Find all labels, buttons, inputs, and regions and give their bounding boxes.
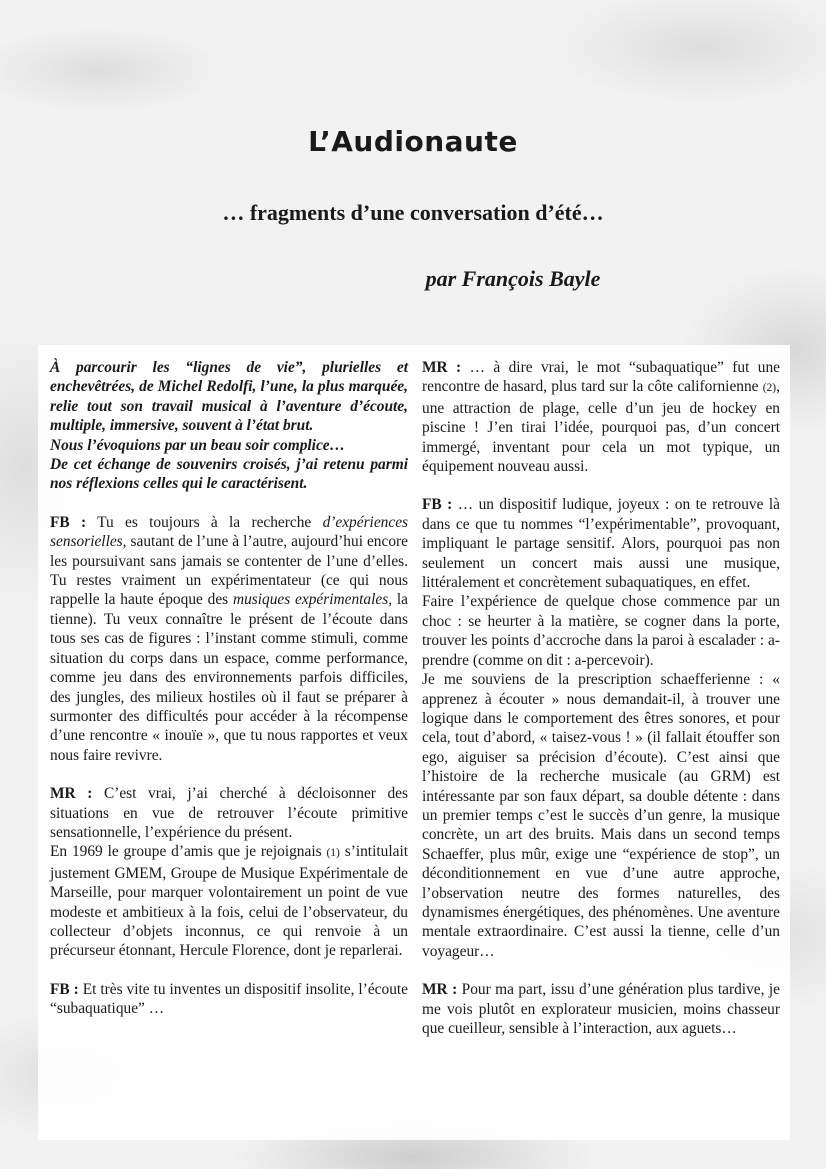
paragraph-text: Et très vite tu inventes un dispositif insolite, l’écoute “subaquatique” … [50,980,408,1018]
paragraph-text: Pour ma part, issu d’une génération plus tardive, je me vois plutôt en explorateur musicien, moins chasseur que cueilleur, sensible à l’interaction, aux aguets… [422,981,780,1037]
speaker-label: FB : [50,980,79,998]
paragraph-text: En 1969 le groupe d’amis que je rejoignais [50,843,327,861]
paragraph-text: Tu es toujours à la recherche [86,513,323,531]
speaker-label: MR : [422,359,462,376]
fb-paragraph-1 [50,513,408,765]
schaeffer-paragraph: Je me souviens de la prescription schaefferienne : « apprenez à écouter » nous demandait-il, à trouver une logique dans le comportement des êtres sonores, et pour cela, tout d’abord, « taisez-vous ! » (il fallait étouffer son ego, aiguiser sa précision d’écoute). C’est ainsi que l’histoire de la recherche musicale (au GRM) est intéressante par son faux départ, sa double détente : dans un premier temps c’est le succès d’un genre, la musique concrète, un art des bruits. Mais dans un second temps Schaeffer, plus mûr, exige une “expérience de stop”, un déconditionnement en vue d’une autre approche, l’observation neutre des formes naturelles, des dynamismes énergétiques, des phénomènes. Une aventure mentale extraordinaire. C’est aussi la tienne, celle d’un voyageur… [422,671,780,960]
paragraph-text: … un dispositif ludique, joyeux : on te retrouve là dans ce que tu nommes “l’expérimentable”, provoquant, impliquant le partage sensitif. Alors, pourquoi pas non seulement un concert mais aussi une musique, littéralement et concrètement subaquatiques, en effet. [422,496,781,592]
fb-paragraph-3 [422,495,780,592]
intro-line-2: Nous l’évoquions par un beau soir complice… [50,436,346,454]
speaker-label: FB : [422,496,453,514]
intro-line-3: De cet échange de souvenirs croisés, j’ai retenu parmi nos réflexions celles qui le caractérisent. [50,456,408,493]
fb-paragraph-2 [50,980,408,1019]
paragraph-text: sautant de l’une à l’autre, aujourd’hui encore les poursuivant sans jamais se contenter de l’une d’elles. Tu restes vraiment un expérimentateur (ce qui nous rappelle la haute époque des [50,533,408,609]
paragraph-text: la tienne). Tu veux connaître le présent de l’écoute dans tous ses cas de figures : l’instant comme stimuli, comme situation du corps dans un espace, comme performance, comme jeu dans des environnements parfois difficiles, des jungles, des milieux hostiles où il faut se préparer à surmonter des difficultés pour accéder à la récompense d’une rencontre « inouïe », que tu nous rapportes et veux nous faire revivre. [50,591,408,764]
mr-paragraph-2 [422,358,780,476]
emphasis-text: d’expériences sensorielles, [50,513,409,551]
right-column [422,358,780,1038]
page-subtitle: … fragments d’une conversation d’été… [222,200,604,225]
footnote-ref-1: (1) [326,847,340,860]
speaker-label: MR : [50,785,93,803]
author-byline [0,266,826,292]
speaker-label: FB : [50,513,87,531]
paragraph-text: C’est vrai, j’ai cherché à décloisonner des situations en vue de retrouver l’écoute primitive sensationnelle, l’expérience du présent. [50,785,409,841]
left-column [50,358,408,1019]
experience-paragraph: Faire l’expérience de quelque chose commence par un choc : se heurter à la matière, se cogner dans la porte, trouver les points d’accroche dans la paroi à escalader : a-prendre (comme on dit : a-percevoir). [422,593,780,669]
page-title: L’Audionaute [308,125,518,158]
speaker-label: MR : [422,981,458,999]
author-byline-text: par François Bayle [425,266,601,291]
paragraph-text: s’intitulait justement GMEM, Groupe de Musique Expérimentale de Marseille, pour marquer volontairement un point de vue modeste et ambitieux à la fois, celui de l’observateur, du collecteur d’objets inconnus, ce qui renvoie à un précurseur étonnant, Hercule Florence, dont je reparlerai. [50,843,408,960]
intro-paragraph [50,358,408,494]
gmem-paragraph [50,842,408,960]
emphasis-text: musiques expérimentales, [232,591,393,609]
mr-paragraph-1 [50,784,408,842]
intro-line-1: À parcourir les “lignes de vie”, plurielles et enchevêtrées, de Michel Redolfi, l’une, la plus marquée, relie tout son travail musical à l’aventure d’écoute, multiple, immersive, souvent à l’état brut. [50,359,408,435]
mr-paragraph-3 [422,980,780,1038]
paragraph-text: … à dire vrai, le mot “subaquatique” fut une rencontre de hasard, plus tard sur la côte californienne [422,359,780,396]
paragraph-text: , une attraction de plage, celle d’un jeu de hockey en piscine ! J’en tirai l’idée, pourquoi pas, d’un concert immergé, inventant pour cela un mot typique, un équipement nouveau aussi. [422,378,780,476]
footnote-ref-2: (2) [762,382,777,395]
